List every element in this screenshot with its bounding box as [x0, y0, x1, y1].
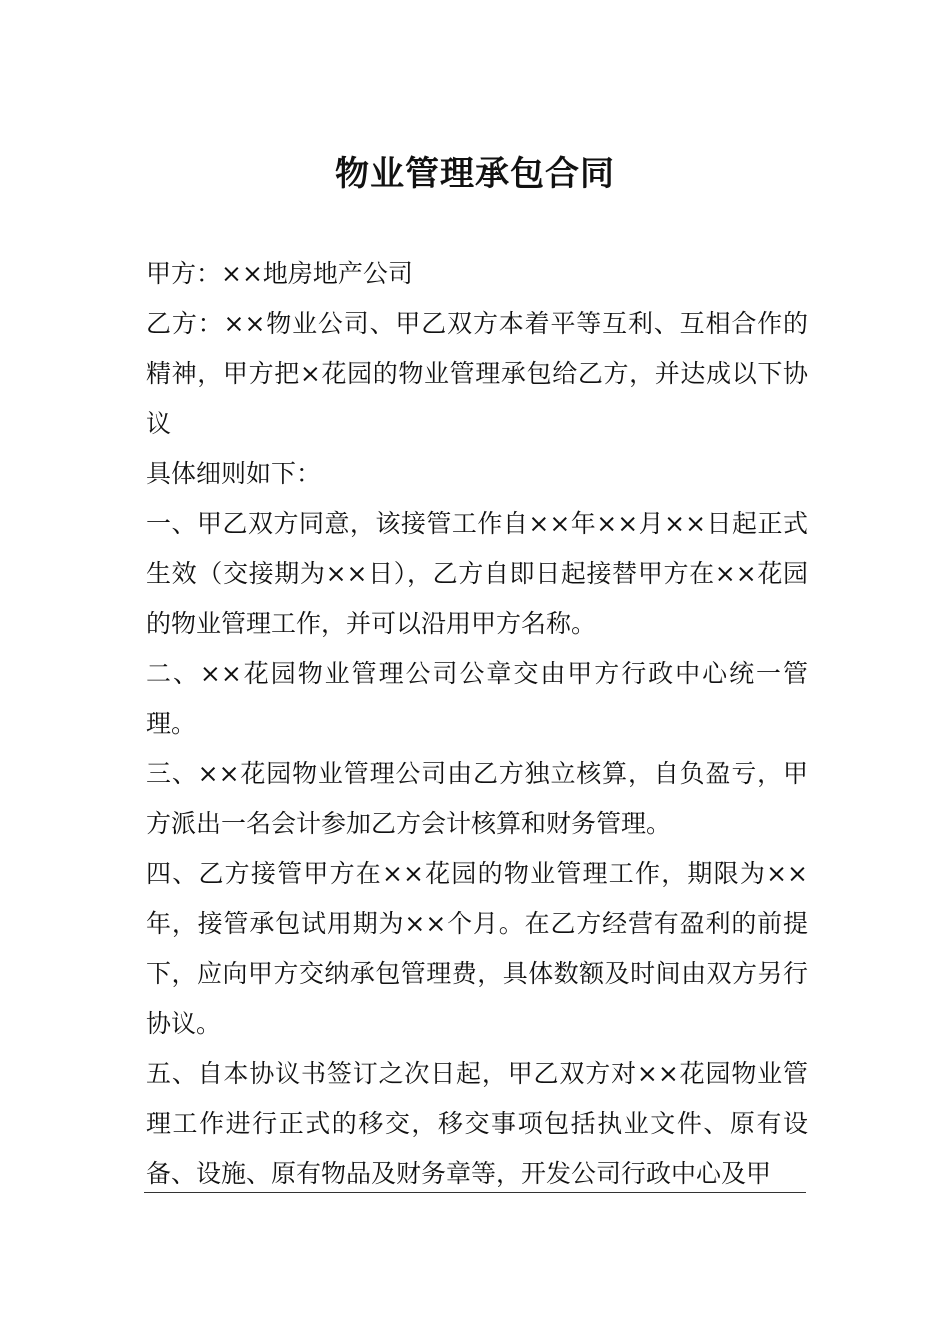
clause-5: 五、自本协议书签订之次日起，甲乙双方对××花园物业管理工作进行正式的移交，移交事项包括执业文件、原有设备、设施、原有物品及财务章等，开发公司行政中心及甲	[146, 1059, 808, 1188]
document-body	[146, 249, 808, 1199]
clause-1: 一、甲乙双方同意，该接管工作自××年××月××日起正式生效（交接期为××日），乙方自即日起接替甲方在××花园的物业管理工作，并可以沿用甲方名称。	[146, 509, 808, 638]
clause-4: 四、乙方接管甲方在××花园的物业管理工作，期限为××年，接管承包试用期为××个月。在乙方经营有盈利的前提下，应向甲方交纳承包管理费，具体数额及时间由双方另行协议。	[146, 859, 808, 1038]
party-a-line: 甲方：××地房地产公司	[146, 259, 413, 288]
details-heading: 具体细则如下：	[146, 459, 322, 488]
party-b-line: 乙方：××物业公司、甲乙双方本着平等互利、互相合作的精神，甲方把×花园的物业管理承包给乙方，并达成以下协议	[146, 309, 808, 438]
document-title: 物业管理承包合同	[335, 154, 615, 194]
clause-2: 二、××花园物业管理公司公章交由甲方行政中心统一管理。	[146, 659, 808, 738]
clause-3: 三、××花园物业管理公司由乙方独立核算，自负盈亏，甲方派出一名会计参加乙方会计核算和财务管理。	[146, 759, 808, 838]
page-footer-divider	[144, 1192, 806, 1193]
